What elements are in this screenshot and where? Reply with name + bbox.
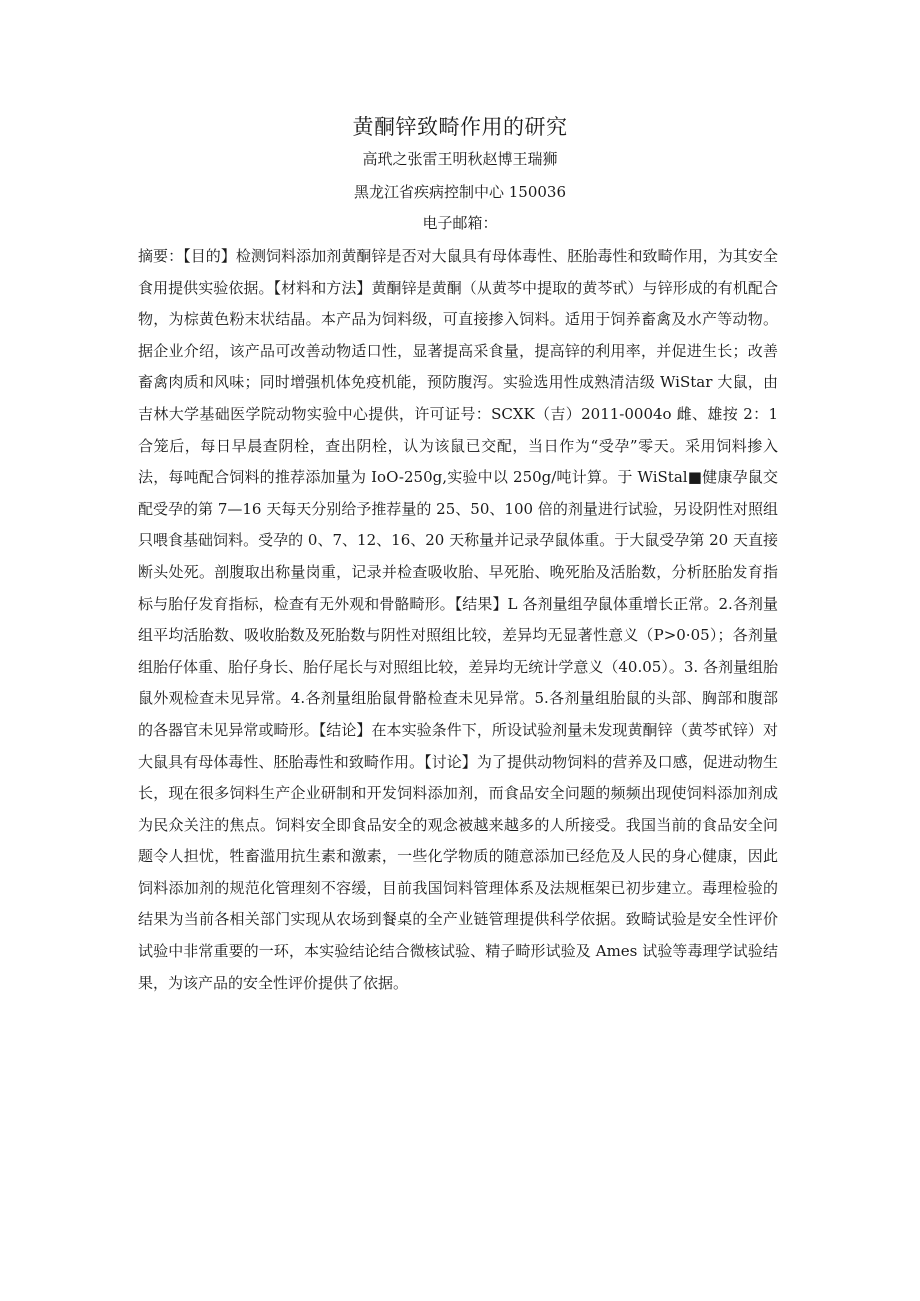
paper-title: 黄酮锌致畸作用的研究	[352, 115, 568, 139]
affiliation: 黑龙江省疾病控制中心 150036	[353, 183, 567, 201]
author-list: 高玳之张雷王明秋赵博王瑞狮	[362, 150, 558, 168]
abstract-paragraph: 摘要：【目的】检测饲料添加剂黄酮锌是否对大鼠具有母体毒性、胚胎毒性和致畸作用，为其安全食用提供实验依据。【材料和方法】黄酮锌是黄酮（从黄芩中提取的黄芩甙）与锌形成的有机配合物，为棕黄色粉末状结晶。本产品为饲料级，可直接掺入饲料。适用于饲养畜禽及水产等动物。据企业介绍，该产品可改善动物适口性，显著提高采食量，提高锌的利用率，并促进生长；改善畜禽肉质和风味；同时增强机体免疫机能，预防腹泻。实验选用性成熟清洁级 WiStar 大鼠，由吉林大学基础医学院动物实验中心提供，许可证号：SCXK（吉）2011-0004o 雌、雄按 2：1 合笼后，每日早晨查阴栓，查出阴栓，认为该鼠已交配，当日作为“受孕”零天。采用饲料掺入法，每吨配合饲料的推荐添加量为 IoO-250g,实验中以 250g∕吨计算。于 WiStal■健康孕鼠交配受孕的第 7—16 天每天分别给予推荐量的 25、50、100 倍的剂量进行试验，另设阴性对照组只喂食基础饲料。受孕的 0、7、12、16、20 天称量并记录孕鼠体重。于大鼠受孕第 20 天直接断头处死。剖腹取出称量岗重，记录并检查吸收胎、早死胎、晚死胎及活胎数，分析胚胎发育指标与胎仔发育指标，检查有无外观和骨骼畸形。【结果】L 各剂量组孕鼠体重增长正常。2.各剂量组平均活胎数、吸收胎数及死胎数与阴性对照组比较，差异均无显著性意义（P>0·05）；各剂量组胎仔体重、胎仔身长、胎仔尾长与对照组比较，差异均无统计学意义（40.05）。3. 各剂量组胎鼠外观检查未见异常。4.各剂量组胎鼠骨骼检查未见异常。5.各剂量组胎鼠的头部、胸部和腹部的各器官未见异常或畸形。【结论】在本实验条件下，所设试验剂量未发现黄酮锌（黄芩甙锌）对大鼠具有母体毒性、胚胎毒性和致畸作用。【讨论】为了提供动物饲料的营养及口感，促进动物生长，现在很多饲料生产企业研制和开发饲料添加剂，而食品安全问题的频频出现使饲料添加剂成为民众关注的焦点。饲料安全即食品安全的观念被越来越多的人所接受。我国当前的食品安全问题令人担忧，牲畜滥用抗生素和激素，一些化学物质的随意添加已经危及人民的身心健康，因此饲料添加剂的规范化管理刻不容缓，目前我国饲料管理体系及法规框架已初步建立。毒理检验的结果为当前各相关部门实现从农场到餐桌的全产业链管理提供科学依据。致畸试验是安全性评价试验中非常重要的一环，本实验结论结合微核试验、精子畸形试验及 Ames 试验等毒理学试验结果，为该产品的安全性评价提供了依据。	[138, 247, 778, 992]
email-label: 电子邮箱：	[422, 214, 498, 232]
